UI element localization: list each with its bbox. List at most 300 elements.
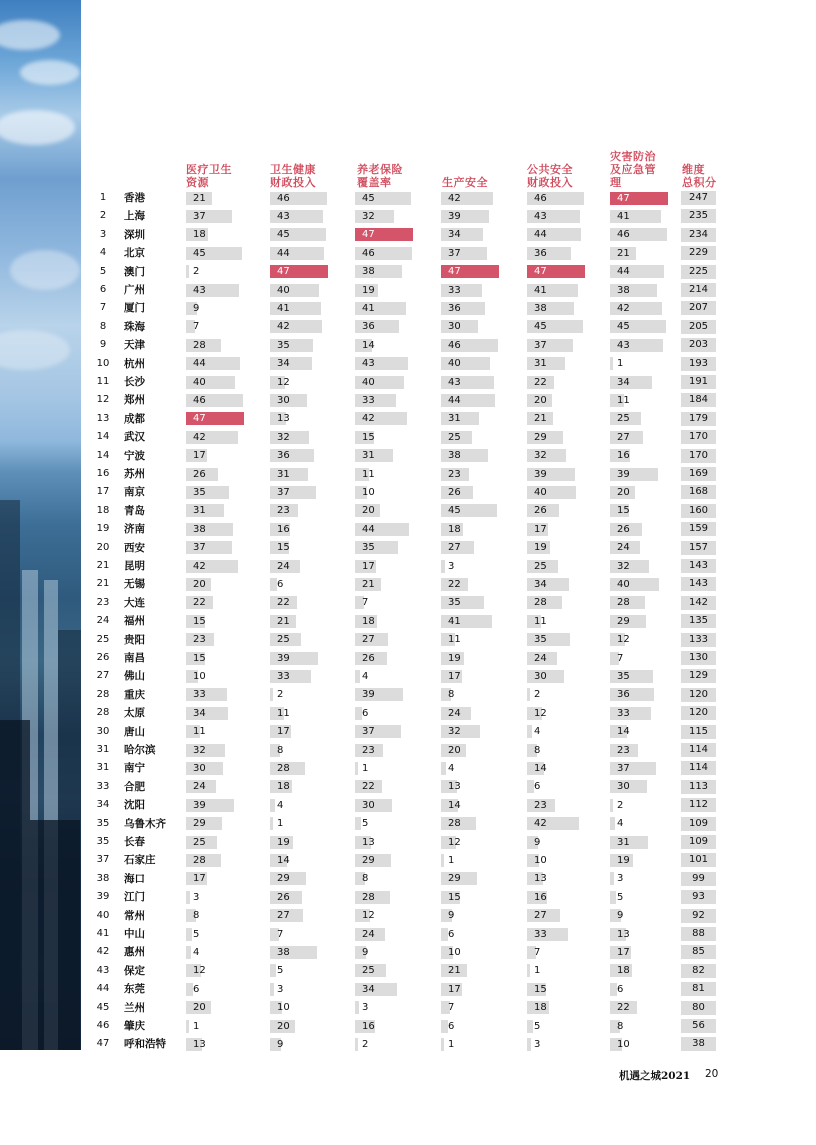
score-cell-pension	[355, 486, 413, 499]
city-name: 重庆	[124, 688, 145, 701]
total-score: 109	[681, 835, 716, 849]
score-value: 13	[448, 781, 461, 793]
city-name: 保定	[124, 964, 145, 977]
rank: 35	[96, 817, 110, 829]
score-cell-medical	[186, 284, 244, 297]
score-cell-medical	[186, 468, 244, 481]
score-value: 24	[534, 652, 547, 664]
total-score: 38	[681, 1037, 716, 1051]
rank: 10	[96, 357, 110, 369]
score-cell-disaster	[610, 983, 668, 996]
score-value: 23	[534, 799, 547, 811]
score-value: 37	[193, 542, 206, 554]
rank: 33	[96, 780, 110, 792]
score-cell-safety	[441, 762, 499, 775]
score-value: 11	[617, 394, 630, 406]
score-cell-safety	[441, 670, 499, 683]
table-row	[0, 667, 816, 685]
score-cell-safety	[441, 468, 499, 481]
score-value: 28	[617, 597, 630, 609]
score-bar	[610, 817, 615, 830]
score-value: 2	[617, 799, 624, 811]
score-cell-disaster	[610, 891, 668, 904]
score-cell-pension	[355, 854, 413, 867]
score-value: 8	[362, 873, 369, 885]
header-safety	[442, 176, 488, 189]
score-cell-medical	[186, 320, 244, 333]
score-cell-medical	[186, 799, 244, 812]
score-cell-health_fiscal	[270, 909, 328, 922]
score-cell-disaster	[610, 688, 668, 701]
score-cell-public_safety	[527, 854, 585, 867]
score-cell-medical	[186, 1020, 244, 1033]
score-value: 28	[362, 891, 375, 903]
score-value: 10	[193, 670, 206, 682]
table-row	[0, 925, 816, 943]
city-name: 惠州	[124, 946, 145, 959]
score-value: 22	[277, 597, 290, 609]
score-value: 38	[617, 284, 630, 296]
score-value: 20	[193, 1002, 206, 1014]
score-cell-medical	[186, 836, 244, 849]
score-value: 28	[277, 762, 290, 774]
score-value: 14	[617, 726, 630, 738]
score-cell-safety	[441, 633, 499, 646]
score-value: 21	[362, 578, 375, 590]
score-value: 43	[362, 358, 375, 370]
score-cell-safety	[441, 357, 499, 370]
score-cell-pension	[355, 1038, 413, 1051]
score-cell-medical	[186, 449, 244, 462]
score-cell-disaster	[610, 946, 668, 959]
score-cell-medical	[186, 560, 244, 573]
score-cell-pension	[355, 964, 413, 977]
city-name: 贵阳	[124, 633, 145, 646]
table-row	[0, 778, 816, 796]
score-value: 31	[534, 358, 547, 370]
score-cell-public_safety	[527, 449, 585, 462]
total-score: 142	[681, 596, 716, 610]
score-cell-public_safety	[527, 725, 585, 738]
header-line: 覆盖率	[357, 176, 392, 189]
score-cell-pension	[355, 872, 413, 885]
score-value: 21	[448, 965, 461, 977]
score-cell-medical	[186, 854, 244, 867]
total-score: 160	[681, 504, 716, 518]
score-value: 42	[448, 192, 461, 204]
score-value: 11	[534, 615, 547, 627]
score-value: 24	[362, 928, 375, 940]
total-score: 168	[681, 485, 716, 499]
score-cell-pension	[355, 376, 413, 389]
score-value: 44	[277, 247, 290, 259]
score-value: 5	[277, 965, 284, 977]
score-value: 38	[193, 523, 206, 535]
city-name: 昆明	[124, 560, 145, 572]
score-cell-medical	[186, 431, 244, 444]
score-value: 1	[534, 965, 541, 977]
score-cell-disaster	[610, 504, 668, 517]
rank: 11	[96, 376, 110, 387]
rank: 45	[96, 1001, 110, 1013]
score-bar	[186, 946, 191, 959]
score-value: 26	[362, 652, 375, 664]
score-cell-health_fiscal	[270, 486, 328, 499]
score-value: 7	[362, 597, 369, 609]
score-value: 35	[448, 597, 461, 609]
rank: 17	[96, 486, 110, 498]
score-cell-health_fiscal	[270, 265, 328, 278]
score-cell-health_fiscal	[270, 891, 328, 904]
score-value: 40	[617, 578, 630, 590]
score-value: 6	[362, 707, 369, 719]
score-value: 11	[362, 468, 375, 480]
score-value: 34	[362, 983, 375, 995]
score-cell-pension	[355, 983, 413, 996]
score-value: 15	[448, 891, 461, 903]
score-value: 2	[534, 689, 541, 701]
score-cell-health_fiscal	[270, 615, 328, 628]
city-name: 北京	[124, 247, 145, 260]
score-cell-medical	[186, 744, 244, 757]
score-value: 46	[534, 192, 547, 204]
score-cell-public_safety	[527, 872, 585, 885]
score-cell-public_safety	[527, 799, 585, 812]
score-cell-medical	[186, 504, 244, 517]
rank: 23	[96, 596, 110, 608]
table-row	[0, 851, 816, 869]
total-score: 99	[681, 872, 716, 886]
score-value: 14	[277, 854, 290, 866]
score-value: 17	[193, 450, 206, 462]
city-name: 肇庆	[124, 1020, 145, 1032]
score-cell-disaster	[610, 486, 668, 499]
score-cell-safety	[441, 799, 499, 812]
score-cell-safety	[441, 909, 499, 922]
score-cell-medical	[186, 412, 244, 425]
table-row	[0, 870, 816, 888]
score-value: 24	[277, 560, 290, 572]
rank: 20	[96, 541, 110, 553]
score-cell-disaster	[610, 578, 668, 591]
score-cell-pension	[355, 320, 413, 333]
city-name: 乌鲁木齐	[124, 817, 166, 830]
rank: 18	[96, 504, 110, 516]
rank: 21	[96, 578, 110, 590]
score-cell-medical	[186, 247, 244, 260]
score-cell-safety	[441, 284, 499, 297]
score-bar	[527, 1038, 531, 1051]
rank: 8	[99, 320, 107, 332]
table-row	[0, 943, 816, 961]
score-cell-safety	[441, 891, 499, 904]
score-value: 8	[534, 744, 541, 756]
score-value: 26	[617, 523, 630, 535]
score-cell-disaster	[610, 744, 668, 757]
score-value: 33	[534, 928, 547, 940]
table-row	[0, 796, 816, 814]
score-value: 23	[362, 744, 375, 756]
score-cell-medical	[186, 578, 244, 591]
score-cell-health_fiscal	[270, 946, 328, 959]
score-value: 13	[617, 928, 630, 940]
total-score: 143	[681, 577, 716, 591]
score-value: 46	[617, 229, 630, 241]
score-bar	[355, 670, 360, 683]
score-value: 23	[617, 744, 630, 756]
score-cell-medical	[186, 376, 244, 389]
score-value: 6	[448, 1020, 455, 1032]
table-row	[0, 520, 816, 538]
score-value: 18	[617, 965, 630, 977]
total-score: 81	[681, 982, 716, 996]
table-row	[0, 962, 816, 980]
score-cell-medical	[186, 228, 244, 241]
rank: 30	[96, 725, 110, 737]
score-value: 16	[534, 891, 547, 903]
score-value: 45	[193, 247, 206, 259]
score-cell-disaster	[610, 247, 668, 260]
table-row	[0, 428, 816, 446]
table-row	[0, 741, 816, 759]
table-row	[0, 539, 816, 557]
city-name: 上海	[124, 210, 145, 223]
score-value: 12	[277, 376, 290, 388]
score-value: 15	[617, 505, 630, 517]
score-value: 22	[193, 597, 206, 609]
score-value: 15	[362, 431, 375, 443]
score-value: 43	[193, 284, 206, 296]
score-cell-safety	[441, 725, 499, 738]
score-cell-medical	[186, 596, 244, 609]
score-cell-health_fiscal	[270, 688, 328, 701]
score-cell-pension	[355, 817, 413, 830]
score-cell-health_fiscal	[270, 854, 328, 867]
score-cell-disaster	[610, 872, 668, 885]
total-score: 157	[681, 541, 716, 555]
score-cell-health_fiscal	[270, 780, 328, 793]
score-value: 40	[277, 284, 290, 296]
score-cell-safety	[441, 1038, 499, 1051]
score-cell-medical	[186, 983, 244, 996]
score-cell-pension	[355, 431, 413, 444]
rank: 47	[96, 1038, 110, 1050]
score-value: 47	[617, 192, 630, 204]
total-score: 135	[681, 614, 716, 628]
score-value: 25	[362, 965, 375, 977]
score-cell-public_safety	[527, 578, 585, 591]
score-value: 27	[448, 542, 461, 554]
city-name: 杭州	[124, 357, 145, 370]
table-row	[0, 999, 816, 1017]
score-value: 38	[277, 946, 290, 958]
score-value: 20	[448, 744, 461, 756]
score-cell-pension	[355, 394, 413, 407]
score-value: 35	[534, 634, 547, 646]
header-public_safety	[527, 163, 573, 189]
city-name: 香港	[124, 192, 145, 204]
total-score: 235	[681, 209, 716, 223]
score-value: 6	[193, 983, 200, 995]
header-line: 医疗卫生	[186, 163, 232, 176]
score-value: 28	[448, 818, 461, 830]
city-name: 合肥	[124, 780, 145, 793]
table-row	[0, 226, 816, 244]
score-cell-pension	[355, 946, 413, 959]
score-cell-medical	[186, 1001, 244, 1014]
score-value: 27	[617, 431, 630, 443]
score-bar	[610, 799, 613, 812]
score-cell-pension	[355, 836, 413, 849]
total-score: 184	[681, 393, 716, 407]
score-value: 32	[534, 450, 547, 462]
score-value: 30	[617, 781, 630, 793]
total-score: 82	[681, 964, 716, 978]
score-value: 19	[277, 836, 290, 848]
score-value: 3	[617, 873, 624, 885]
score-value: 5	[193, 928, 200, 940]
score-cell-safety	[441, 578, 499, 591]
score-value: 25	[277, 634, 290, 646]
score-cell-medical	[186, 339, 244, 352]
score-value: 37	[448, 247, 461, 259]
score-value: 33	[362, 394, 375, 406]
score-value: 5	[362, 818, 369, 830]
city-name: 兰州	[124, 1001, 145, 1014]
score-value: 34	[193, 707, 206, 719]
score-cell-public_safety	[527, 357, 585, 370]
score-value: 37	[617, 762, 630, 774]
score-cell-safety	[441, 872, 499, 885]
city-name: 东莞	[124, 983, 145, 996]
score-cell-pension	[355, 909, 413, 922]
total-score: 191	[681, 375, 716, 389]
score-value: 26	[448, 486, 461, 498]
score-value: 22	[534, 376, 547, 388]
total-score: 159	[681, 522, 716, 536]
score-cell-disaster	[610, 468, 668, 481]
score-cell-health_fiscal	[270, 652, 328, 665]
score-cell-safety	[441, 928, 499, 941]
score-cell-health_fiscal	[270, 228, 328, 241]
score-value: 36	[448, 302, 461, 314]
score-value: 8	[448, 689, 455, 701]
score-cell-medical	[186, 192, 244, 205]
score-bar	[270, 817, 273, 830]
city-name: 佛山	[124, 670, 145, 683]
score-cell-disaster	[610, 357, 668, 370]
score-cell-medical	[186, 725, 244, 738]
score-bar	[355, 762, 358, 775]
score-cell-public_safety	[527, 909, 585, 922]
table-row	[0, 575, 816, 593]
score-cell-medical	[186, 302, 244, 315]
score-cell-disaster	[610, 302, 668, 315]
score-value: 28	[193, 854, 206, 866]
total-score: 85	[681, 945, 716, 959]
score-cell-health_fiscal	[270, 744, 328, 757]
score-value: 3	[277, 983, 284, 995]
total-score: 113	[681, 780, 716, 794]
score-value: 12	[617, 634, 630, 646]
total-score: 129	[681, 669, 716, 683]
score-cell-health_fiscal	[270, 247, 328, 260]
score-cell-health_fiscal	[270, 320, 328, 333]
score-cell-pension	[355, 688, 413, 701]
score-cell-safety	[441, 265, 499, 278]
score-cell-health_fiscal	[270, 541, 328, 554]
score-cell-safety	[441, 1001, 499, 1014]
score-value: 43	[617, 339, 630, 351]
score-value: 1	[193, 1020, 200, 1032]
rank: 1	[99, 192, 107, 203]
score-value: 15	[277, 542, 290, 554]
score-cell-public_safety	[527, 891, 585, 904]
header-pension	[357, 163, 403, 189]
score-cell-pension	[355, 339, 413, 352]
rank: 26	[96, 652, 110, 663]
city-name: 宁波	[124, 449, 145, 462]
score-value: 20	[277, 1020, 290, 1032]
score-value: 42	[277, 321, 290, 333]
score-cell-pension	[355, 228, 413, 241]
score-value: 39	[193, 799, 206, 811]
score-value: 39	[617, 468, 630, 480]
score-value: 8	[617, 1020, 624, 1032]
score-value: 42	[617, 302, 630, 314]
score-cell-medical	[186, 891, 244, 904]
score-cell-disaster	[610, 762, 668, 775]
score-value: 41	[534, 284, 547, 296]
score-bar	[355, 1001, 359, 1014]
score-value: 30	[448, 321, 461, 333]
score-value: 27	[277, 910, 290, 922]
score-cell-medical	[186, 652, 244, 665]
header-line: 维度	[682, 163, 705, 176]
score-cell-pension	[355, 284, 413, 297]
total-score: 170	[681, 449, 716, 463]
score-cell-disaster	[610, 339, 668, 352]
score-cell-disaster	[610, 210, 668, 223]
score-cell-disaster	[610, 817, 668, 830]
total-score: 179	[681, 412, 716, 426]
table-row	[0, 244, 816, 262]
city-name: 西安	[124, 541, 145, 554]
score-value: 31	[193, 505, 206, 517]
city-name: 唐山	[124, 725, 145, 738]
city-name: 常州	[124, 909, 145, 922]
score-cell-disaster	[610, 523, 668, 536]
score-value: 20	[534, 394, 547, 406]
score-value: 17	[448, 670, 461, 682]
score-cell-pension	[355, 670, 413, 683]
score-value: 14	[362, 339, 375, 351]
city-name: 哈尔滨	[124, 744, 156, 756]
score-cell-safety	[441, 983, 499, 996]
score-cell-disaster	[610, 1038, 668, 1051]
table-row	[0, 888, 816, 906]
score-cell-disaster	[610, 412, 668, 425]
rank: 24	[96, 615, 110, 627]
score-value: 8	[277, 744, 284, 756]
score-cell-pension	[355, 541, 413, 554]
score-value: 26	[534, 505, 547, 517]
score-value: 38	[534, 302, 547, 314]
score-value: 44	[448, 394, 461, 406]
header-line: 公共安全	[527, 163, 573, 176]
score-value: 27	[362, 634, 375, 646]
score-value: 30	[534, 670, 547, 682]
